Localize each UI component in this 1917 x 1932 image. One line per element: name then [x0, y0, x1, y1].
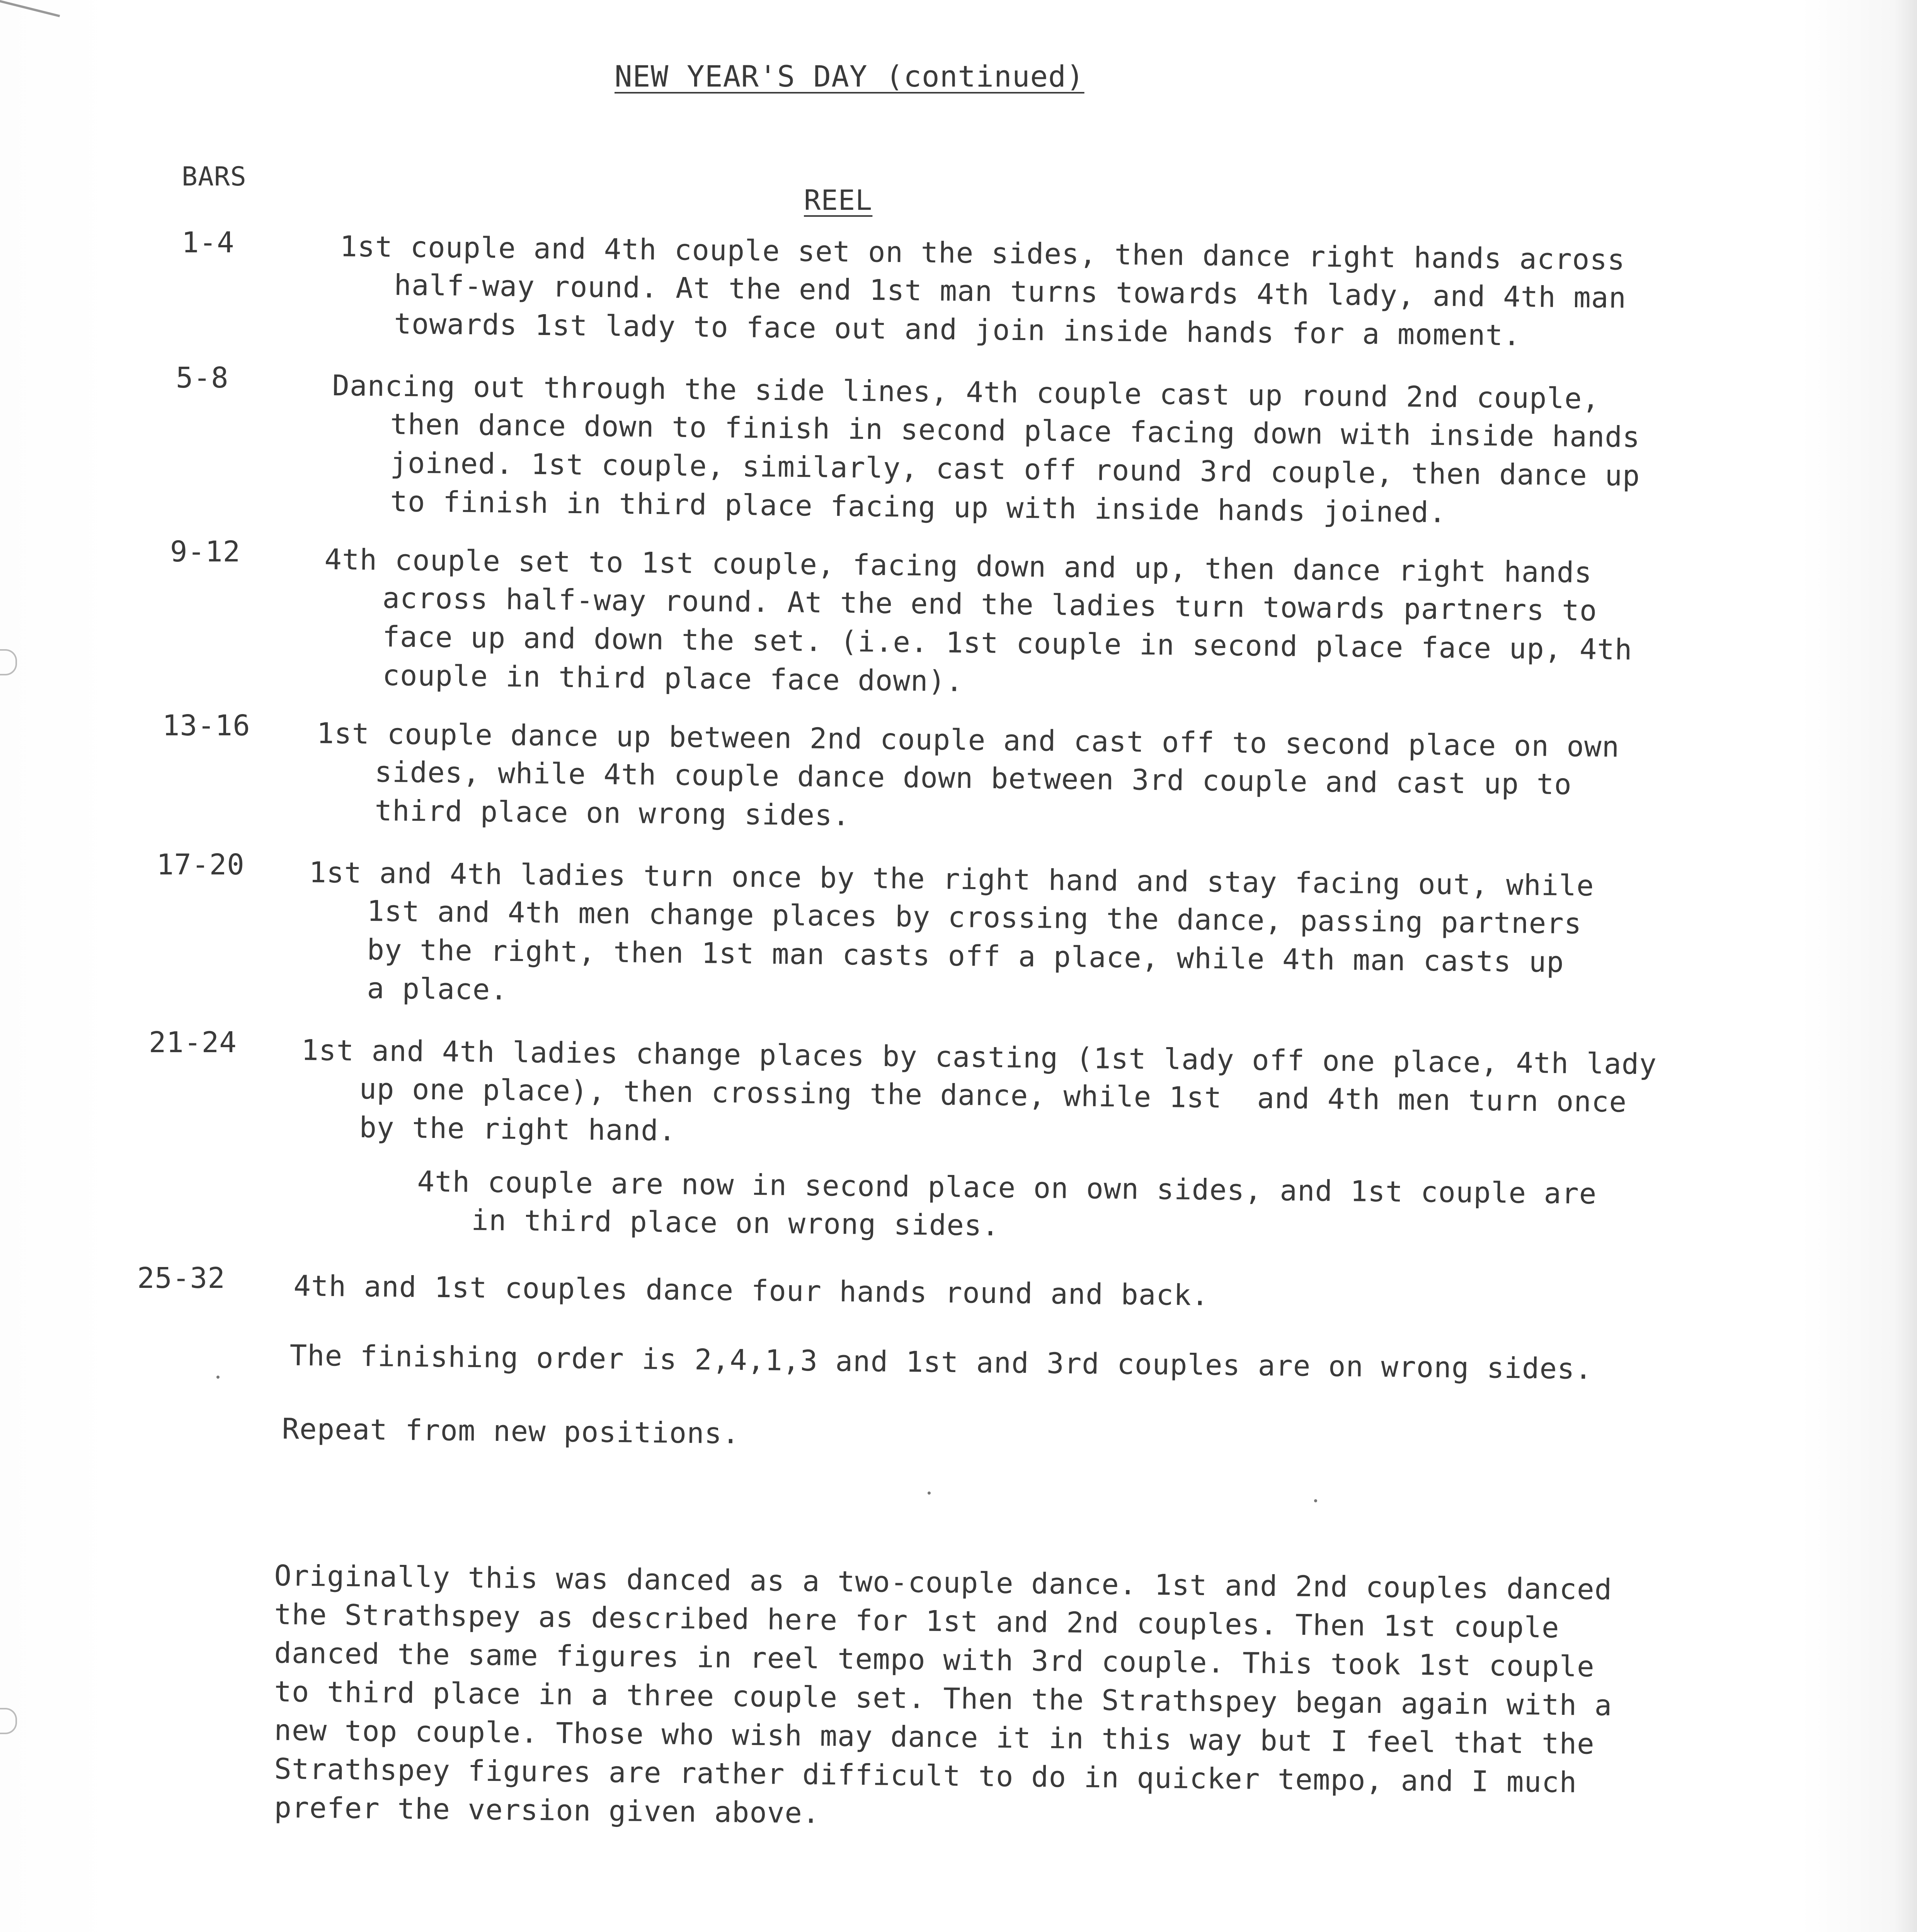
- instruction-line: couple in third place face down).: [382, 658, 964, 698]
- note-line: in third place on wrong sides.: [471, 1203, 1000, 1243]
- instruction-line: sides, while 4th couple dance down between 3rd couple and cast up to: [375, 755, 1572, 801]
- instruction-line: Dancing out through the side lines, 4th couple cast up round 2nd couple,: [332, 369, 1600, 416]
- section-heading: REEL: [804, 184, 873, 216]
- instruction-line: a place.: [367, 971, 508, 1007]
- bars-label: 17-20: [157, 848, 245, 881]
- instruction-line: 4th and 1st couples dance four hands round and back.: [293, 1269, 1209, 1312]
- page-edge-shadow: [1894, 0, 1917, 1932]
- instruction-line: 1st couple and 4th couple set on the sides, then dance right hands across: [340, 230, 1626, 277]
- punch-hole-mark: [0, 1708, 17, 1734]
- instruction-line: across half-way round. At the end the ladies turn towards partners to: [382, 581, 1597, 628]
- bars-label: 1-4: [182, 226, 235, 259]
- finishing-order-line: The finishing order is 2,4,1,3 and 1st and 3rd couples are on wrong sides.: [289, 1338, 1593, 1386]
- closing-line: Originally this was danced as a two-couple dance. 1st and 2nd couples danced: [274, 1559, 1612, 1607]
- punch-hole-mark: [0, 649, 17, 675]
- scan-speck: [216, 1376, 220, 1379]
- instruction-line: up one place), then crossing the dance, while 1st and 4th men turn once: [359, 1072, 1627, 1119]
- corner-fold-mark: [0, 0, 60, 77]
- instruction-line: 4th couple set to 1st couple, facing down and up, then dance right hands: [324, 543, 1592, 590]
- instruction-line: then dance down to finish in second place facing down with inside hands: [390, 407, 1640, 454]
- instruction-line: to finish in third place facing up with inside hands joined.: [390, 485, 1447, 529]
- closing-line: new top couple. Those who wish may dance it in this way but I feel that the: [274, 1713, 1595, 1761]
- instruction-line: towards 1st lady to face out and join inside hands for a moment.: [394, 307, 1521, 352]
- closing-line: prefer the version given above.: [274, 1791, 820, 1830]
- instruction-line: face up and down the set. (i.e. 1st couple in second place face up, 4th: [382, 620, 1633, 667]
- instruction-line: 1st and 4th ladies change places by casting (1st lady off one place, 4th lady: [301, 1033, 1657, 1081]
- closing-line: to third place in a three couple set. Then the Strathspey began again with a: [274, 1675, 1612, 1723]
- instruction-line: third place on wrong sides.: [375, 794, 850, 832]
- instruction-line: 1st couple dance up between 2nd couple and cast off to second place on own: [317, 716, 1620, 764]
- repeat-line: Repeat from new positions.: [282, 1412, 740, 1451]
- instruction-line: 1st and 4th ladies turn once by the right hand and stay facing out, while: [309, 855, 1595, 903]
- bars-label: 13-16: [162, 709, 250, 742]
- instruction-line: 1st and 4th men change places by crossing the dance, passing partners: [367, 894, 1582, 940]
- note-line: 4th couple are now in second place on own sides, and 1st couple are: [417, 1165, 1597, 1211]
- instruction-line: by the right hand.: [359, 1111, 676, 1148]
- instruction-line: by the right, then 1st man casts off a place, while 4th man casts up: [367, 933, 1565, 979]
- page-title: NEW YEAR'S DAY (continued): [615, 59, 1084, 94]
- instruction-line: half-way round. At the end 1st man turns towards 4th lady, and 4th man: [394, 268, 1627, 315]
- bars-label: 25-32: [137, 1262, 225, 1295]
- bars-label: 9-12: [170, 535, 241, 568]
- closing-line: danced the same figures in reel tempo with 3rd couple. This took 1st couple: [274, 1636, 1595, 1684]
- bars-label: 5-8: [176, 361, 229, 395]
- bars-heading: BARS: [182, 162, 247, 192]
- bars-label: 21-24: [149, 1026, 237, 1059]
- scan-speck: [928, 1492, 931, 1495]
- instruction-line: joined. 1st couple, similarly, cast off round 3rd couple, then dance up: [390, 446, 1640, 493]
- closing-line: Strathspey figures are rather difficult to do in quicker tempo, and I much: [274, 1752, 1577, 1799]
- scan-speck: [1314, 1499, 1317, 1502]
- closing-line: the Strathspey as described here for 1st and 2nd couples. Then 1st couple: [274, 1597, 1560, 1645]
